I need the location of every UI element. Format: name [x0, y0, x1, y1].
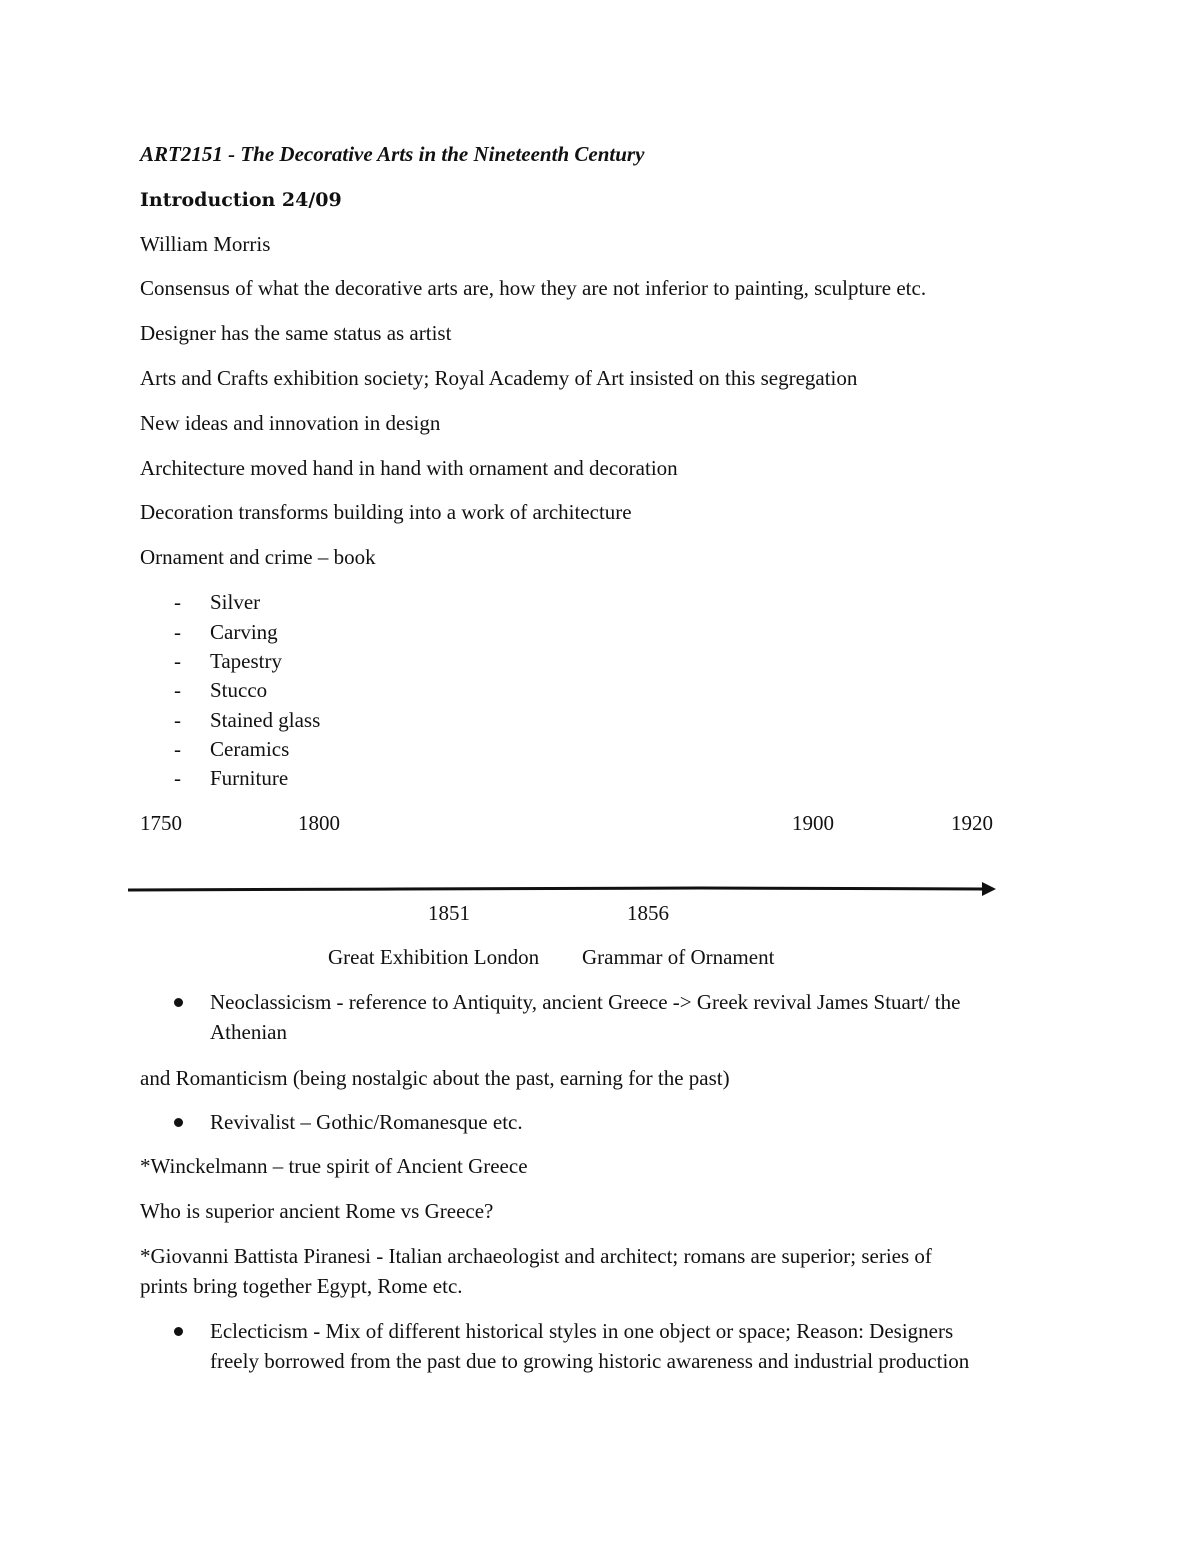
timeline-year-top: 1920: [951, 811, 993, 835]
section-heading: Introduction 24/09: [140, 189, 342, 211]
document-title: ART2151 - The Decorative Arts in the Nineteenth Century: [140, 142, 645, 166]
note-line: Ornament and crime – book: [140, 545, 376, 569]
dash-marker: -: [174, 678, 181, 702]
timeline-year-top: 1800: [298, 811, 340, 835]
timeline-event: Great Exhibition London: [328, 945, 540, 969]
list-item-text: Carving: [210, 620, 278, 644]
list-item-text: Silver: [210, 590, 261, 614]
bullet-text-line: Eclecticism - Mix of different historical styles in one object or space; Reason: Designers: [210, 1319, 954, 1343]
list-item-text: Stained glass: [210, 708, 321, 732]
bullet-text-line: freely borrowed from the past due to growing historic awareness and industrial production: [210, 1349, 970, 1373]
dash-marker: -: [174, 737, 181, 761]
dash-marker: -: [174, 620, 181, 644]
timeline-arrow: [0, 870, 1200, 910]
note-line: *Giovanni Battista Piranesi - Italian archaeologist and architect; romans are superior; series of: [140, 1244, 932, 1268]
bullet-item: [174, 1107, 1074, 1137]
note-line: prints bring together Egypt, Rome etc.: [140, 1274, 463, 1298]
list-item-text: Furniture: [210, 766, 289, 790]
bullet-text-line: Neoclassicism - reference to Antiquity, ancient Greece -> Greek revival James Stuart/ the: [210, 990, 961, 1014]
list-item-text: Stucco: [210, 678, 268, 702]
dash-marker: -: [174, 649, 181, 673]
note-line: William Morris: [140, 232, 271, 256]
arrow-head-icon: [982, 882, 996, 896]
bullet-item: [174, 1316, 1074, 1376]
list-item-text: Ceramics: [210, 737, 290, 761]
note-line: Designer has the same status as artist: [140, 321, 452, 345]
bullet-item: [174, 987, 1074, 1047]
note-line: Architecture moved hand in hand with ornament and decoration: [140, 456, 678, 480]
note-line: Decoration transforms building into a work of architecture: [140, 500, 632, 524]
dash-marker: -: [174, 766, 181, 790]
timeline-line: [128, 888, 984, 890]
note-line: Arts and Crafts exhibition society; Royal Academy of Art insisted on this segregation: [140, 366, 858, 390]
bullet-dot-icon: [174, 1118, 183, 1127]
timeline-year-top: 1750: [140, 811, 182, 835]
note-line: New ideas and innovation in design: [140, 411, 441, 435]
note-line: and Romanticism (being nostalgic about the past, earning for the past): [140, 1066, 730, 1090]
note-line: Consensus of what the decorative arts are, how they are not inferior to painting, sculpture etc.: [140, 276, 927, 300]
bullet-dot-icon: [174, 1327, 183, 1336]
timeline-year-bottom: 1856: [627, 901, 669, 925]
bullet-dot-icon: [174, 998, 183, 1007]
bullet-text-line: Athenian: [210, 1020, 287, 1044]
timeline-year-bottom: 1851: [428, 901, 470, 925]
list-item-text: Tapestry: [210, 649, 283, 673]
dash-marker: -: [174, 590, 181, 614]
dash-marker: -: [174, 708, 181, 732]
note-line: Who is superior ancient Rome vs Greece?: [140, 1199, 494, 1223]
timeline-year-top: 1900: [792, 811, 834, 835]
note-line: *Winckelmann – true spirit of Ancient Greece: [140, 1154, 528, 1178]
bullet-text-line: Revivalist – Gothic/Romanesque etc.: [210, 1110, 523, 1134]
timeline-event: Grammar of Ornament: [582, 945, 775, 969]
